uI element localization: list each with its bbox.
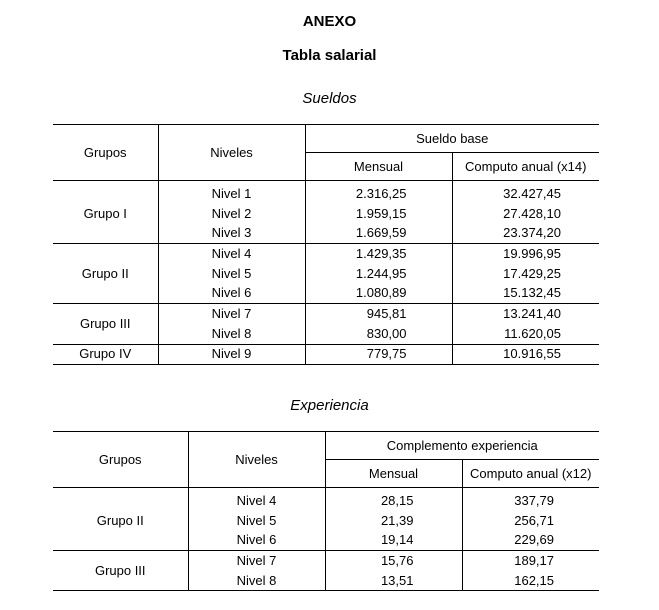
mensual-cell: 1.959,15 bbox=[305, 204, 452, 224]
header-mensual: Mensual bbox=[325, 460, 462, 488]
group-name: Grupo III bbox=[53, 304, 158, 344]
mensual-cell: 1.669,59 bbox=[305, 223, 452, 243]
nivel-cell: Nivel 7 bbox=[158, 304, 305, 324]
nivel-cell: Nivel 8 bbox=[158, 324, 305, 344]
sueldos-section-title: Sueldos bbox=[302, 90, 357, 107]
table-row bbox=[53, 181, 599, 204]
header-computo-anual: Computo anual (x12) bbox=[470, 466, 592, 481]
anual-cell: 162,15 bbox=[514, 572, 554, 588]
nivel-cell: Nivel 4 bbox=[188, 488, 325, 511]
mensual-cell: 28,15 bbox=[325, 488, 462, 511]
anual-cell: 15.132,45 bbox=[503, 285, 561, 301]
mensual-cell: 13,51 bbox=[325, 571, 462, 591]
header-niveles: Niveles bbox=[188, 432, 325, 488]
anual-cell: 23.374,20 bbox=[503, 225, 561, 241]
table-row bbox=[53, 304, 599, 324]
header-niveles: Niveles bbox=[158, 125, 305, 181]
mensual-cell: 21,39 bbox=[325, 511, 462, 531]
anual-cell: 10.916,55 bbox=[503, 346, 561, 362]
nivel-cell: Nivel 3 bbox=[158, 223, 305, 243]
table-row bbox=[53, 344, 599, 365]
header-grupos: Grupos bbox=[53, 125, 158, 181]
mensual-cell: 830,00 bbox=[305, 324, 452, 344]
header-sueldo-base: Sueldo base bbox=[305, 125, 599, 153]
nivel-cell: Nivel 2 bbox=[158, 204, 305, 224]
header-computo-anual: Computo anual (x14) bbox=[465, 159, 587, 174]
document-title: ANEXO bbox=[302, 13, 357, 30]
mensual-cell: 945,81 bbox=[305, 304, 452, 324]
group-name: Grupo II bbox=[53, 488, 188, 551]
table-row bbox=[53, 244, 599, 264]
mensual-cell: 779,75 bbox=[305, 344, 452, 365]
anual-cell: 337,79 bbox=[514, 492, 554, 508]
experiencia-section-title: Experiencia bbox=[290, 397, 369, 414]
header-grupos: Grupos bbox=[53, 432, 188, 488]
nivel-cell: Nivel 5 bbox=[188, 511, 325, 531]
anual-cell: 17.429,25 bbox=[503, 265, 561, 281]
nivel-cell: Nivel 9 bbox=[158, 344, 305, 365]
anual-cell: 11.620,05 bbox=[504, 325, 561, 341]
mensual-cell: 1.244,95 bbox=[305, 264, 452, 284]
nivel-cell: Nivel 4 bbox=[158, 244, 305, 264]
mensual-cell: 2.316,25 bbox=[305, 181, 452, 204]
nivel-cell: Nivel 6 bbox=[158, 283, 305, 303]
table-row bbox=[53, 551, 599, 571]
document-subtitle: Tabla salarial bbox=[282, 47, 377, 64]
header-mensual: Mensual bbox=[305, 153, 452, 181]
anual-cell: 19.996,95 bbox=[503, 245, 561, 261]
anual-cell: 229,69 bbox=[514, 532, 554, 548]
group-name: Grupo IV bbox=[53, 344, 158, 365]
anual-cell: 32.427,45 bbox=[503, 185, 561, 201]
header-complemento-experiencia: Complemento experiencia bbox=[325, 432, 599, 460]
group-name: Grupo I bbox=[53, 181, 158, 244]
mensual-cell: 19,14 bbox=[325, 530, 462, 550]
mensual-cell: 15,76 bbox=[325, 551, 462, 571]
table-row bbox=[53, 488, 599, 511]
group-name: Grupo II bbox=[53, 244, 158, 304]
anual-cell: 27.428,10 bbox=[503, 205, 561, 221]
nivel-cell: Nivel 7 bbox=[188, 551, 325, 571]
anual-cell: 189,17 bbox=[514, 552, 554, 568]
nivel-cell: Nivel 6 bbox=[188, 530, 325, 550]
group-name: Grupo III bbox=[53, 551, 188, 591]
nivel-cell: Nivel 5 bbox=[158, 264, 305, 284]
mensual-cell: 1.080,89 bbox=[305, 283, 452, 303]
anual-cell: 13.241,40 bbox=[503, 305, 561, 321]
experiencia-table bbox=[53, 431, 599, 591]
nivel-cell: Nivel 1 bbox=[158, 181, 305, 204]
nivel-cell: Nivel 8 bbox=[188, 571, 325, 591]
anual-cell: 256,71 bbox=[514, 512, 554, 528]
sueldos-table bbox=[53, 124, 599, 365]
mensual-cell: 1.429,35 bbox=[305, 244, 452, 264]
